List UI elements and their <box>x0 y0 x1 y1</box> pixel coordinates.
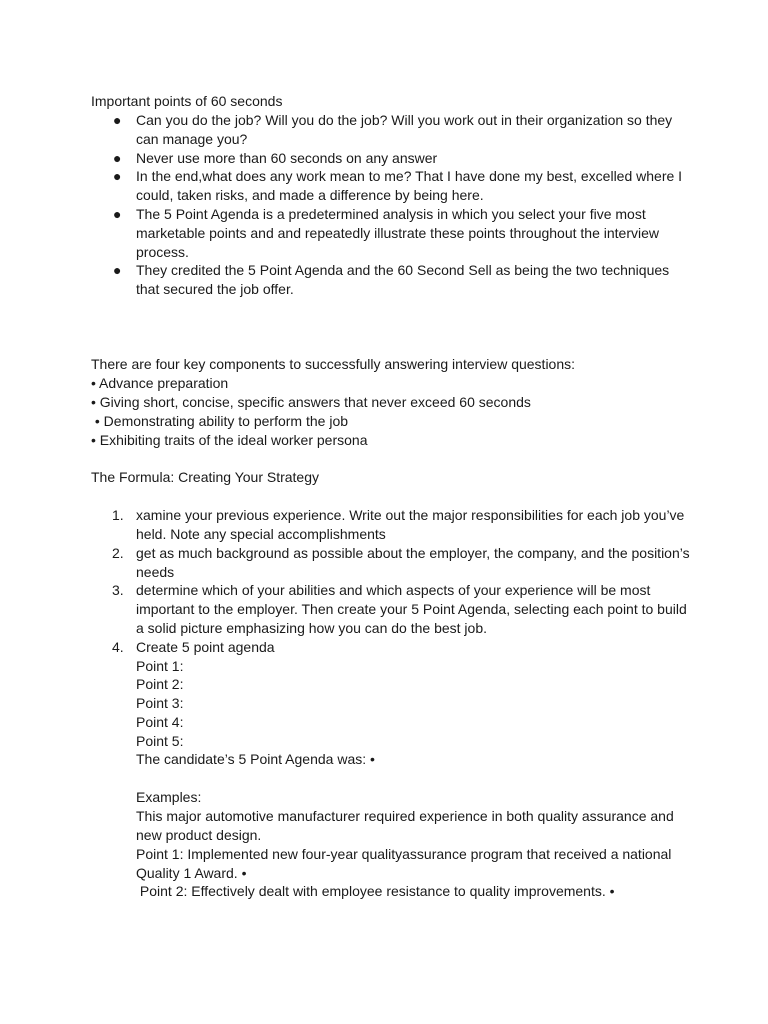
agenda-point-label: Point 3: <box>136 695 184 711</box>
examples-label: Examples: <box>136 789 202 805</box>
component-item: • Exhibiting traits of the ideal worker persona <box>91 432 368 448</box>
example-point-1: Point 1: Implemented new four-year qualityassurance program that received a national Quality 1 Award. • <box>136 846 672 881</box>
list-number: 4. <box>112 639 124 655</box>
component-item: • Giving short, concise, specific answers that never exceed 60 seconds <box>91 394 531 410</box>
numbered-item: xamine your previous experience. Write out the major responsibilities for each job you’ve held. Note any special accomplishments <box>136 507 685 542</box>
bullet-item: Can you do the job? Will you do the job? Will you work out in their organization so they can manage you? <box>136 112 673 147</box>
numbered-item: determine which of your abilities and which aspects of your experience will be most important to the employer. Then create your 5 Point Agenda, selecting each point to build a solid picture emphasizing how you can do the best job. <box>136 582 687 636</box>
list-number: 1. <box>112 507 124 523</box>
example-intro: This major automotive manufacturer required experience in both quality assurance and new product design. <box>136 808 674 843</box>
section-heading-60-seconds: Important points of 60 seconds <box>91 93 283 109</box>
component-item: • Advance preparation <box>91 375 229 391</box>
component-item: • Demonstrating ability to perform the job <box>91 413 349 429</box>
candidate-agenda-line: The candidate’s 5 Point Agenda was: • <box>136 751 375 767</box>
bullet-item: They credited the 5 Point Agenda and the 60 Second Sell as being the two techniques that secured the job offer. <box>136 262 670 297</box>
agenda-point-label: Point 5: <box>136 733 184 749</box>
agenda-point-label: Point 4: <box>136 714 184 730</box>
numbered-item: get as much background as possible about the employer, the company, and the position’s needs <box>136 545 690 580</box>
bullet-glyph: ● <box>113 112 122 128</box>
bullet-glyph: ● <box>113 262 122 278</box>
bullet-glyph: ● <box>113 150 122 166</box>
formula-heading: The Formula: Creating Your Strategy <box>91 469 320 485</box>
agenda-point-label: Point 1: <box>136 658 184 674</box>
agenda-point-label: Point 2: <box>136 676 184 692</box>
example-point-2: Point 2: Effectively dealt with employee resistance to quality improvements. • <box>136 883 615 899</box>
bullet-item: The 5 Point Agenda is a predetermined analysis in which you select your five most marketable points and and repeatedly illustrate these points throughout the interview process. <box>136 206 659 260</box>
bullet-item: Never use more than 60 seconds on any answer <box>136 150 438 166</box>
list-number: 2. <box>112 545 124 561</box>
bullet-glyph: ● <box>113 168 122 184</box>
numbered-item: Create 5 point agenda <box>136 639 275 655</box>
components-intro: There are four key components to successfully answering interview questions: <box>91 356 576 372</box>
bullet-item: In the end,what does any work mean to me? That I have done my best, excelled where I could, taken risks, and made a difference by being here. <box>136 168 683 203</box>
list-number: 3. <box>112 582 124 598</box>
bullet-glyph: ● <box>113 206 122 222</box>
